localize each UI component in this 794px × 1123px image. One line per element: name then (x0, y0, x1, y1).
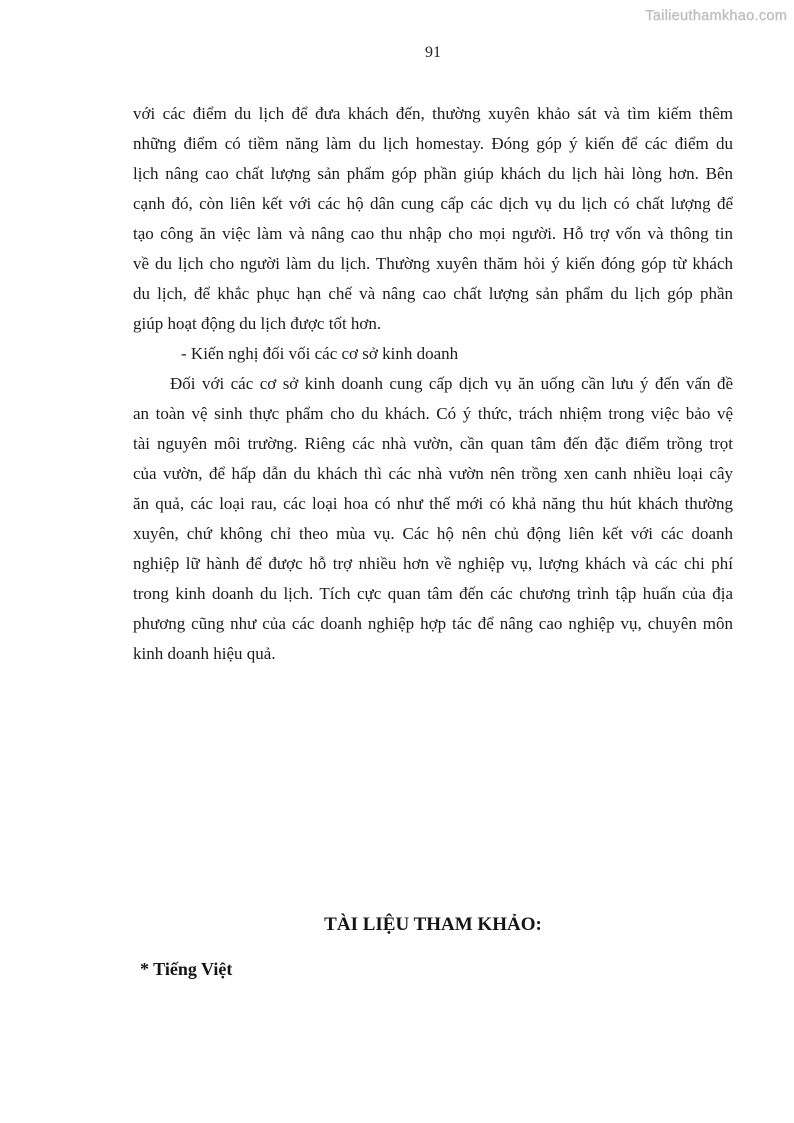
text-line: tài nguyên môi trường. Riêng các nhà vườn, cần quan tâm đến đặc điểm trồng trọt (133, 434, 733, 453)
text-line: Đối với các cơ sở kinh doanh cung cấp dịch vụ ăn uống cần lưu ý đến vấn đề (170, 374, 733, 393)
text-line: những điểm có tiềm năng làm du lịch homestay. Đóng góp ý kiến để các điểm du (133, 134, 733, 153)
text-line: với các điểm du lịch để đưa khách đến, thường xuyên khảo sát và tìm kiếm thêm (133, 104, 733, 123)
references-section-vietnamese: * Tiếng Việt (140, 959, 233, 979)
text-line: tạo công ăn việc làm và nâng cao thu nhập cho mọi người. Hỗ trợ vốn và thông tin (133, 224, 733, 243)
site-watermark: Tailieuthamkhao.com (645, 8, 787, 24)
text-line: phương cũng như của các doanh nghiệp hợp tác để nâng cao nghiệp vụ, chuyên môn (133, 614, 733, 633)
text-line: kinh doanh hiệu quả. (133, 644, 276, 663)
text-line: xuyên, chứ không chỉ theo mùa vụ. Các hộ nên chủ động liên kết với các doanh (133, 524, 733, 543)
text-line: giúp hoạt động du lịch được tốt hơn. (133, 314, 382, 333)
text-line: về du lịch cho người làm du lịch. Thường xuyên thăm hỏi ý kiến đóng góp từ khách (133, 254, 733, 273)
references-title: TÀI LIỆU THAM KHẢO: (324, 914, 542, 935)
paragraph-recommendation-tourism (133, 99, 733, 339)
text-line: trong kinh doanh du lịch. Tích cực quan tâm đến các chương trình tập huấn của địa (133, 584, 733, 603)
text-line: ăn quả, các loại rau, các loại hoa có như thế mới có khả năng thu hút khách thường (133, 494, 733, 513)
text-line: an toàn vệ sinh thực phẩm cho du khách. Có ý thức, trách nhiệm trong việc bảo vệ (133, 404, 733, 423)
text-line: du lịch, để khắc phục hạn chế và nâng cao chất lượng sản phẩm du lịch góp phần (133, 284, 733, 303)
text-line: lịch nâng cao chất lượng sản phẩm góp phần giúp khách du lịch hài lòng hơn. Bên (133, 164, 733, 183)
body-text (133, 99, 733, 669)
text-line: nghiệp lữ hành để được hỗ trợ nhiều hơn về nghiệp vụ, lượng khách và các chi phí (133, 554, 733, 573)
page-number: 91 (425, 44, 441, 61)
text-line: của vườn, để hấp dẫn du khách thì các nhà vườn nên trồng xen canh nhiều loại cây (133, 464, 733, 483)
paragraph-recommendation-business (133, 369, 733, 669)
dash-subheading-business: - Kiến nghị đối vối các cơ sở kinh doanh (181, 344, 459, 363)
text-line: cạnh đó, còn liên kết với các hộ dân cung cấp các dịch vụ du lịch có chất lượng để (133, 194, 733, 213)
